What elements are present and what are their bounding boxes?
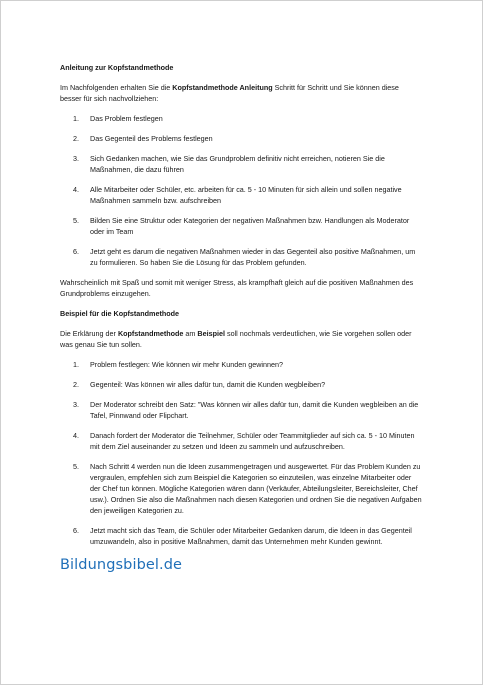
steps-list-beispiel: [60, 359, 422, 547]
list-item: [60, 184, 422, 206]
list-item-text: Gegenteil: Was können wir alles dafür tun, damit die Kunden wegbleiben?: [90, 380, 326, 389]
list-number: 3.: [73, 154, 79, 163]
intro-text: Schritt für Schritt und Sie können diese besser für sich nachvollziehen:: [60, 83, 399, 103]
section-heading-anleitung: Anleitung zur Kopfstandmethode: [60, 63, 174, 72]
list-item: [60, 461, 422, 516]
list-item-text: Das Problem festlegen: [90, 114, 163, 123]
document-content: [60, 62, 422, 574]
bildungsbibel-logo: Bildungsbibel.de: [60, 557, 183, 573]
intro-text: Die Erklärung der: [60, 329, 118, 338]
list-item-text: Danach fordert der Moderator die Teilnehmer, Schüler oder Teammitglieder auf sich ca. 5 - 10 Minuten mit dem Ziel auseinander zu setzen und Ideen zu sammeln und aufzuschreiben.: [90, 431, 415, 451]
closing-paragraph: Wahrscheinlich mit Spaß und somit mit weniger Stress, als krampfhaft gleich auf die positiven Maßnahmen des Grundproblems einzugehen.: [60, 278, 414, 298]
list-item-text: Jetzt geht es darum die negativen Maßnahmen wieder in das Gegenteil also positive Maßnahmen, um zu formulieren. So haben Sie die Lösung für das Problem gefunden.: [90, 247, 416, 267]
intro-text: soll nochmals verdeutlichen, wie Sie vorgehen sollen oder was genau Sie tun sollen.: [60, 329, 412, 349]
list-item: [60, 215, 422, 237]
list-number: 4.: [73, 185, 79, 194]
list-item: [60, 379, 422, 390]
intro-bold-text: Kopfstandmethode: [117, 329, 184, 338]
intro-text: am: [183, 329, 198, 338]
section-heading-beispiel: Beispiel für die Kopfstandmethode: [60, 309, 180, 318]
list-item: [60, 113, 422, 124]
list-item: [60, 246, 422, 268]
list-number: 6.: [73, 247, 79, 256]
list-item-text: Alle Mitarbeiter oder Schüler, etc. arbeiten für ca. 5 - 10 Minuten für sich allein und sollen negative Maßnahmen sammeln bzw. aufschreiben: [90, 185, 402, 205]
list-number: 6.: [73, 526, 79, 535]
list-number: 3.: [73, 400, 79, 409]
list-item-text: Der Moderator schreibt den Satz: "Was können wir alles dafür tun, damit die Kunden wegbleiben an die Tafel, Pinnwand oder Flipchart.: [90, 400, 419, 420]
list-item-text: Sich Gedanken machen, wie Sie das Grundproblem definitiv nicht erreichen, notieren Sie die Maßnahmen, die dazu führen: [90, 154, 385, 174]
list-number: 5.: [73, 216, 79, 225]
list-item: [60, 525, 422, 547]
list-number: 2.: [73, 380, 79, 389]
list-item: [60, 359, 422, 370]
intro-paragraph-beispiel: [60, 328, 422, 350]
list-item-text: Nach Schritt 4 werden nun die Ideen zusammengetragen und ausgewertet. Für das Problem Kunden zu vergraulen, empfehlen sich zum Beispiel die Kategorien so einzuteilen, was einzelne Mitarbeiter oder der Chef tun können. Mögliche Kategorien wären dann (Verkäufer, Abteilungsleiter, Bereichsleiter, Chef usw.). Ordnen Sie also die Maßnahmen nach diesen Kategorien und ordnen Sie die negativen Aufgaben den jeweiligen Kategorien zu.: [90, 462, 422, 515]
list-number: 2.: [73, 134, 79, 143]
list-item: [60, 430, 422, 452]
list-item-text: Bilden Sie eine Struktur oder Kategorien der negativen Maßnahmen bzw. Handlungen als Moderator oder im Team: [90, 216, 410, 236]
list-item-text: Jetzt macht sich das Team, die Schüler oder Mitarbeiter Gedanken darum, die Ideen in das Gegenteil umzuwandeln, also in positive Maßnahmen, damit das Unternehmen mehr Kunden gewinnt.: [90, 526, 412, 546]
intro-paragraph-anleitung: [60, 82, 422, 104]
list-item: [60, 399, 422, 421]
list-item: [60, 133, 422, 144]
list-number: 5.: [73, 462, 79, 471]
intro-text: Im Nachfolgenden erhalten Sie die: [60, 83, 173, 92]
list-number: 1.: [73, 114, 79, 123]
list-item-text: Problem festlegen: Wie können wir mehr Kunden gewinnen?: [90, 360, 283, 369]
intro-bold-text: Kopfstandmethode Anleitung: [172, 83, 273, 92]
list-number: 4.: [73, 431, 79, 440]
intro-bold-text: Beispiel: [197, 329, 225, 338]
list-item-text: Das Gegenteil des Problems festlegen: [90, 134, 213, 143]
list-item: [60, 153, 422, 175]
steps-list-anleitung: [60, 113, 422, 268]
list-number: 1.: [73, 360, 79, 369]
